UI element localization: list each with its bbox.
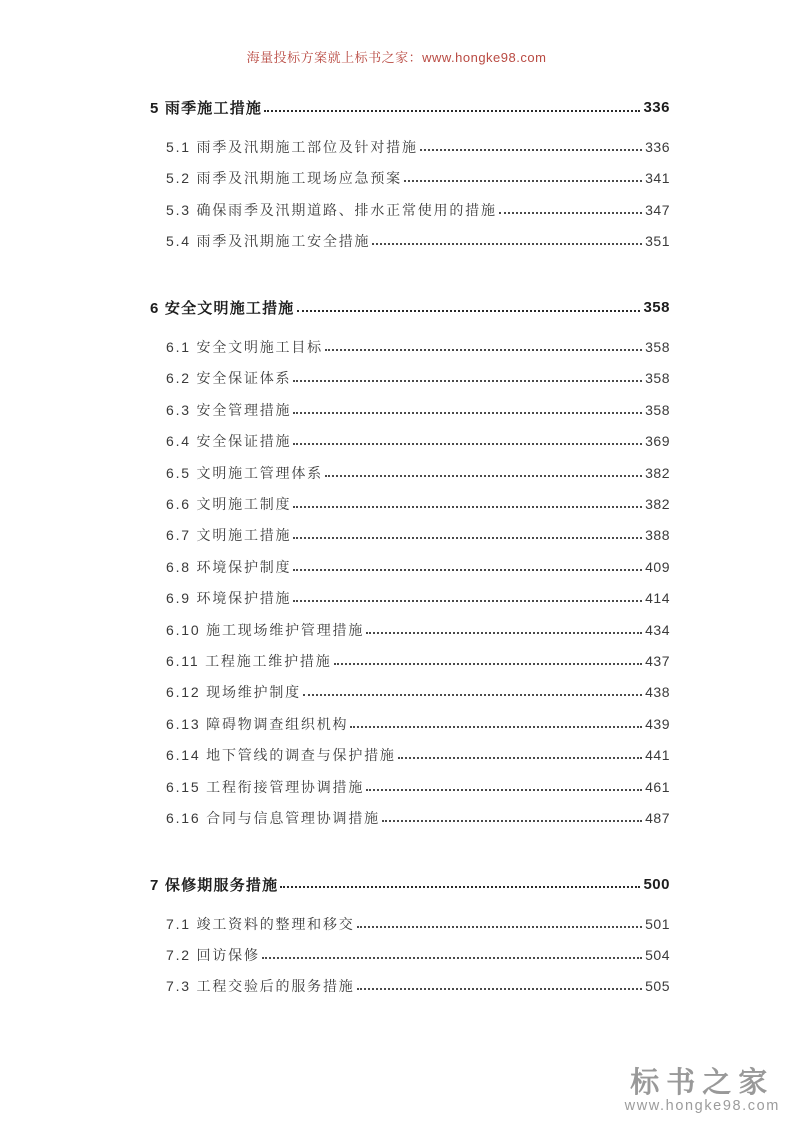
toc-dot-leader	[366, 789, 642, 791]
toc-entry-label: 6.6 文明施工制度	[166, 495, 292, 512]
toc-entry[interactable]	[150, 614, 670, 645]
toc-entry-page-number: 434	[645, 621, 670, 638]
toc-dot-leader	[366, 632, 642, 634]
toc-entry-label: 6.14 地下管线的调查与保护措施	[166, 747, 396, 764]
toc-entry-label: 6.16 合同与信息管理协调措施	[166, 809, 380, 826]
toc-dot-leader	[404, 180, 642, 182]
toc-entry-page-number: 358	[645, 370, 670, 387]
toc-dot-leader	[499, 212, 642, 214]
toc-entry-label: 6.3 安全管理措施	[166, 401, 292, 418]
toc-entry-page-number: 461	[645, 778, 670, 795]
toc-entry-page-number: 438	[645, 684, 670, 701]
toc-entry-label: 7 保修期服务措施	[150, 876, 279, 894]
toc-entry-label: 7.1 竣工资料的整理和移交	[166, 915, 355, 932]
toc-entry[interactable]	[150, 92, 670, 123]
toc-entry-label: 6.8 环境保护制度	[166, 558, 292, 575]
toc-entry-page-number: 382	[645, 495, 670, 512]
toc-dot-leader	[293, 443, 642, 445]
toc-entry-page-number: 351	[645, 233, 670, 250]
toc-entry[interactable]	[150, 363, 670, 394]
toc-dot-leader	[293, 380, 642, 382]
toc-entry-label: 5.2 雨季及汛期施工现场应急预案	[166, 170, 402, 187]
toc-entry[interactable]	[150, 708, 670, 739]
promo-header-text: 海量投标方案就上标书之家：www.hongke98.com	[246, 50, 547, 65]
toc-dot-leader	[325, 349, 642, 351]
toc-entry-page-number: 500	[643, 875, 670, 893]
toc-dot-leader	[398, 757, 642, 759]
toc-dot-leader	[372, 243, 642, 245]
toc-entry-page-number: 505	[645, 978, 670, 995]
toc-dot-leader	[293, 537, 642, 539]
toc-entry-label: 6.11 工程施工维护措施	[166, 652, 332, 669]
toc-entry[interactable]	[150, 457, 670, 488]
toc-entry[interactable]	[150, 226, 670, 257]
toc-entry-page-number: 358	[643, 299, 670, 317]
watermark-site-url: www.hongke98.com	[624, 1098, 780, 1114]
toc-entry-label: 6.7 文明施工措施	[166, 527, 292, 544]
toc-entry-label: 6.12 现场维护制度	[166, 684, 301, 701]
toc-entry[interactable]	[150, 551, 670, 582]
toc-entry-label: 6.15 工程衔接管理协调措施	[166, 778, 365, 795]
toc-entry-page-number: 414	[645, 590, 670, 607]
toc-entry-page-number: 382	[645, 464, 670, 481]
toc-entry-label: 6 安全文明施工措施	[150, 300, 295, 318]
toc-entry-page-number: 358	[645, 339, 670, 356]
watermark-logo-text: 标书之家	[630, 1066, 775, 1099]
toc-entry[interactable]	[150, 869, 670, 900]
toc-entry-label: 7.3 工程交验后的服务措施	[166, 978, 355, 995]
toc-dot-leader	[420, 149, 642, 151]
toc-dot-leader	[293, 600, 642, 602]
toc-dot-leader	[325, 475, 642, 477]
toc-entry-label: 5.1 雨季及汛期施工部位及针对措施	[166, 139, 418, 156]
toc-dot-leader	[357, 926, 643, 928]
toc-entry-page-number: 487	[645, 809, 670, 826]
toc-entry[interactable]	[150, 771, 670, 802]
toc-entry[interactable]	[150, 677, 670, 708]
toc-dot-leader	[264, 110, 640, 112]
toc-entry-page-number: 388	[645, 527, 670, 544]
toc-entry-label: 6.1 安全文明施工目标	[166, 339, 323, 356]
toc-dot-leader	[334, 663, 643, 665]
toc-entry-page-number: 358	[645, 401, 670, 418]
toc-dot-leader	[280, 886, 640, 888]
toc-dot-leader	[382, 820, 642, 822]
toc-entry[interactable]	[150, 292, 670, 323]
toc-entry-page-number: 341	[645, 170, 670, 187]
toc-entry[interactable]	[150, 331, 670, 362]
watermark	[625, 1068, 780, 1114]
toc-dot-leader	[357, 988, 643, 990]
toc-entry[interactable]	[150, 971, 670, 1002]
toc-entry-page-number: 336	[645, 139, 670, 156]
toc-entry[interactable]	[150, 645, 670, 676]
toc-entry-label: 6.2 安全保证体系	[166, 370, 292, 387]
toc-dot-leader	[293, 569, 642, 571]
toc-entry[interactable]	[150, 131, 670, 162]
toc-dot-leader	[350, 726, 642, 728]
toc-entry[interactable]	[150, 939, 670, 970]
toc-entry-label: 6.5 文明施工管理体系	[166, 464, 323, 481]
toc-entry-page-number: 501	[645, 915, 670, 932]
toc-dot-leader	[297, 310, 641, 312]
toc-entry-label: 5.3 确保雨季及汛期道路、排水正常使用的措施	[166, 201, 497, 218]
toc-entry[interactable]	[150, 163, 670, 194]
toc-entry-label: 6.9 环境保护措施	[166, 590, 292, 607]
toc-entry-label: 6.13 障碍物调查组织机构	[166, 715, 349, 732]
toc-entry-label: 5.4 雨季及汛期施工安全措施	[166, 233, 371, 250]
toc-entry-label: 7.2 回访保修	[166, 947, 260, 964]
toc-entry-page-number: 409	[645, 558, 670, 575]
toc-entry[interactable]	[150, 582, 670, 613]
toc-entry-page-number: 504	[645, 947, 670, 964]
toc-dot-leader	[293, 412, 642, 414]
toc-entry-page-number: 439	[645, 715, 670, 732]
toc-entry-page-number: 336	[643, 99, 670, 117]
toc-dot-leader	[293, 506, 642, 508]
toc-entry[interactable]	[150, 194, 670, 225]
toc-entry[interactable]	[150, 908, 670, 939]
toc-entry[interactable]	[150, 802, 670, 833]
toc-entry-label: 6.4 安全保证措施	[166, 433, 292, 450]
toc-entry-label: 6.10 施工现场维护管理措施	[166, 621, 365, 638]
toc-entry[interactable]	[150, 426, 670, 457]
toc-dot-leader	[262, 957, 642, 959]
toc-entry-label: 5 雨季施工措施	[150, 100, 263, 118]
toc-entry[interactable]	[150, 739, 670, 770]
toc-dot-leader	[303, 694, 642, 696]
toc-entry-page-number: 369	[645, 433, 670, 450]
toc-entry[interactable]	[150, 520, 670, 551]
toc-entry-page-number: 347	[645, 201, 670, 218]
toc-entry-page-number: 437	[645, 652, 670, 669]
toc-entry[interactable]	[150, 488, 670, 519]
toc-entry[interactable]	[150, 394, 670, 425]
toc-entry-page-number: 441	[645, 747, 670, 764]
table-of-contents	[150, 88, 670, 1002]
